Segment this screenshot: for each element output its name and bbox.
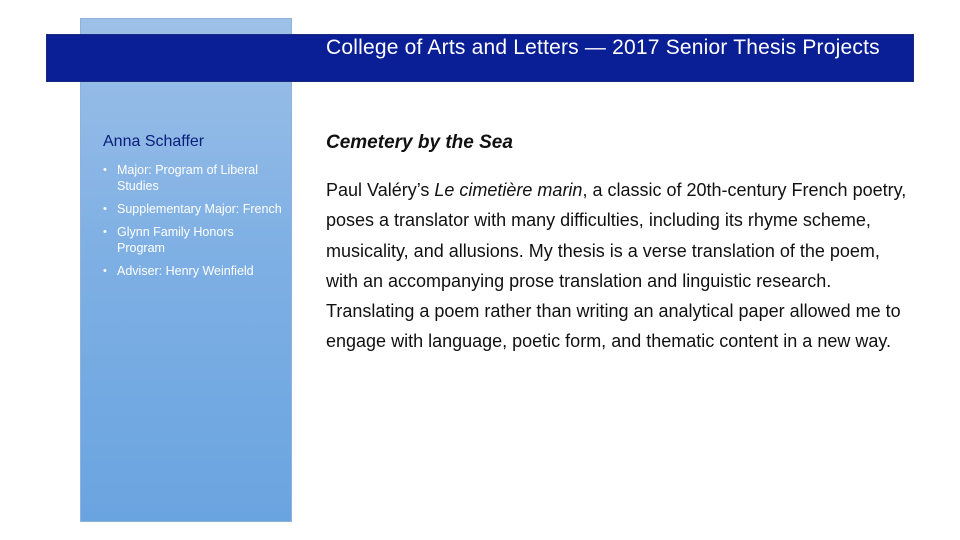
detail-item-adviser <box>103 263 283 279</box>
project-abstract <box>326 175 916 357</box>
bullet-icon: • <box>103 164 107 176</box>
page-title: College of Arts and Letters — 2017 Senior Thesis Projects <box>326 36 880 59</box>
detail-item-major <box>103 162 283 194</box>
detail-text: Major: Program of Liberal Studies <box>117 163 259 193</box>
detail-text: Supplementary Major: French <box>117 202 282 216</box>
student-name: Anna Schaffer <box>103 133 205 150</box>
student-details-list <box>103 162 283 286</box>
abstract-text-start: Paul Valéry’s <box>326 180 435 200</box>
detail-item-supplementary-major <box>103 201 283 217</box>
bullet-icon: • <box>103 226 107 238</box>
abstract-text-rest: , a classic of 20th-century French poetry, poses a translator with many difficulties, including its rhyme scheme, musicality, and allusions. My thesis is a verse translation of the poem, with an accompanying prose translation and linguistic research. Translating a poem rather than writing an analytical paper allowed me to engage with language, poetic form, and thematic content in a new way. <box>326 180 907 352</box>
detail-item-honors <box>103 224 283 256</box>
poem-title: Le cimetière marin <box>434 180 583 200</box>
project-title: Cemetery by the Sea <box>326 132 513 153</box>
bullet-icon: • <box>103 265 107 277</box>
detail-text: Adviser: Henry Weinfield <box>117 264 254 278</box>
detail-text: Glynn Family Honors Program <box>117 225 234 255</box>
bullet-icon: • <box>103 203 107 215</box>
